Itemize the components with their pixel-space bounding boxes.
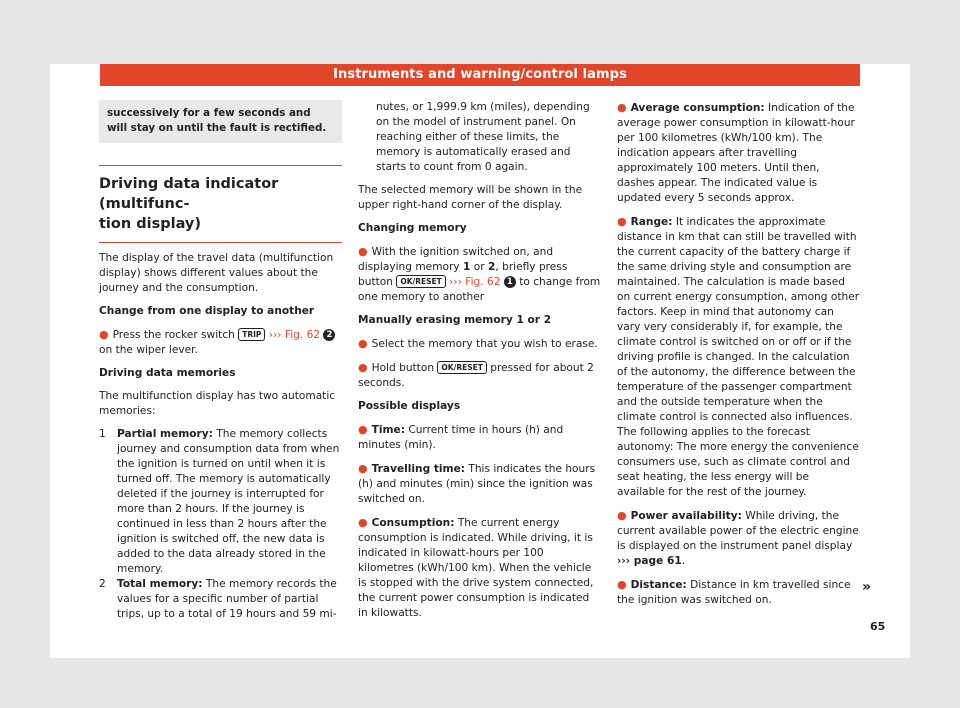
item-body: This indicates the hours (h) and minutes (min) since the ignition was switched on. [358, 463, 596, 505]
bullet-icon: ● [617, 215, 627, 228]
ok-reset-button-icon: OK/RESET [437, 361, 486, 374]
display-travelling-time [358, 461, 601, 507]
item-title: Total memory: [117, 578, 203, 590]
display-time [358, 422, 601, 453]
memory-2-label: 2 [487, 261, 496, 273]
fig-ref[interactable] [269, 329, 320, 341]
bullet-icon: ● [617, 578, 627, 591]
memory-1-label: 1 [463, 261, 471, 273]
step-hold-button [358, 360, 601, 391]
item-body: The memory records the values for a specific number of partial trips, up to a total of 19 hours and 59 mi- [117, 578, 337, 620]
list-number: 1 [99, 428, 106, 440]
bullet-icon: ● [358, 423, 368, 436]
item-title: Average consumption: [630, 102, 765, 114]
item-body: The current energy consumption is indicated. While driving, it is indicated in kilowatt-hours per 100 kilometres (kWh/100 km). When the vehicle is stopped with the drive system connected, the current power consumption is indicated in kilowatts. [358, 517, 594, 619]
page-header: Instruments and warning/control lamps [100, 64, 860, 86]
memories-intro: The multifunction display has two automatic memories: [99, 390, 336, 417]
item-body: While driving, the current available power of the electric engine is displayed on the instrument panel display [617, 510, 859, 552]
item-title: Range: [630, 216, 673, 228]
intro-paragraph: The display of the travel data (multifunction display) shows different values about the journey and the consumption. [99, 252, 334, 294]
subhead-erasing-memory: Manually erasing memory 1 or 2 [358, 314, 552, 326]
fig-ref-label: Fig. 62 [465, 276, 501, 288]
step-text-end: on the wiper lever. [99, 344, 198, 356]
item-title: Partial memory: [117, 428, 213, 440]
item-body: Distance in km travelled since the ignition was switched on. [617, 579, 851, 606]
bullet-icon: ● [99, 328, 109, 341]
item-title: Consumption: [371, 517, 455, 529]
step-press-rocker [99, 327, 342, 358]
display-range [617, 214, 860, 500]
list-item-partial-memory [99, 427, 342, 577]
arrow-ref: ››› [449, 276, 462, 288]
section-title-line1: Driving data indicator (multifunc- [99, 176, 279, 212]
column-middle [358, 100, 601, 629]
fig-ref[interactable] [449, 276, 500, 288]
fig-ref-label: Fig. 62 [284, 329, 321, 341]
step-text: Hold button [371, 362, 435, 374]
bullet-icon: ● [358, 462, 368, 475]
column-left [99, 100, 342, 622]
display-consumption [358, 515, 601, 621]
item-body: It indicates the approximate distance in km that can still be travelled with the current capacity of the battery charge if the same driving style and consumption are maintained. The calculation is made based on current energy consumption, among other factors. Keep in mind that autonomy can vary very considerably if, for example, the climate control is switched on or off or if the driving profile is changed. In the calculation of the autonomy, the difference between the temperature of the passenger compartment and the outside temperature when the climate control is connected also influences. The following applies to the forecast autonomy: The more energy the convenience consumers use, such as climate control and seat heating, the less energy will be available for the rest of the journey. [617, 216, 860, 498]
item-body: Current time in hours (h) and minutes (min). [358, 424, 564, 451]
page-number: 65 [870, 620, 886, 633]
item-title: Travelling time: [371, 463, 465, 475]
bullet-icon: ● [358, 245, 368, 258]
section-title [99, 165, 342, 243]
item-body: Indication of the average power consumption in kilowatt-hour per 100 kilometres (kWh/100 km). The indication appears after travelling approximately 100 meters. Until then, dashes appear. The indicated value is updated every 5 seconds approx. [617, 102, 855, 204]
continue-marker: » [862, 579, 872, 595]
or-text: or [473, 261, 485, 273]
page-ref-link[interactable]: ››› page 61 [617, 555, 682, 567]
step-text: With the ignition switched on, and displaying memory [358, 246, 554, 273]
item-title: Power availability: [630, 510, 742, 522]
subhead-possible-displays: Possible displays [358, 400, 461, 412]
display-power-availability [617, 508, 860, 569]
selected-memory-paragraph: The selected memory will be shown in the upper right-hand corner of the display. [358, 184, 583, 211]
list-item-total-memory [99, 577, 342, 622]
bullet-icon: ● [617, 509, 627, 522]
step-text-mid: , briefly press button [358, 261, 568, 288]
section-title-line2: tion display) [99, 216, 201, 232]
bullet-icon: ● [358, 516, 368, 529]
sentence-end: . [681, 555, 686, 567]
list-number: 2 [99, 578, 106, 590]
note-box: successively for a few seconds and will stay on until the fault is rectified. [99, 100, 342, 143]
callout-number: 1 [504, 276, 516, 288]
subhead-change-display: Change from one display to another [99, 305, 315, 317]
trip-button-icon: TRIP [238, 328, 265, 341]
item-body: The memory collects journey and consumption data from when the ignition is turned on until when it is turned off. The memory is automatically deleted if the journey is interrupted for more than 2 hours. If the journey is continued in less than 2 hours after the ignition is switched off, the new data is added to the data already stored in the memory. [117, 428, 340, 575]
bullet-icon: ● [358, 337, 368, 350]
step-text-end: to change from one memory to another [358, 276, 601, 303]
column-right [617, 100, 860, 616]
subhead-memories: Driving data memories [99, 367, 236, 379]
subhead-changing-memory: Changing memory [358, 222, 467, 234]
list-text [117, 577, 342, 622]
item-title: Distance: [630, 579, 687, 591]
list-continuation: nutes, or 1,999.9 km (miles), depending on the model of instrument panel. On reaching either of these limits, the memory is automatically erased and starts to count from 0 again. [376, 101, 590, 173]
step-text-end: pressed for about 2 seconds. [358, 362, 594, 389]
display-average-consumption [617, 100, 860, 206]
step-change-memory [358, 244, 601, 305]
display-distance [617, 577, 860, 608]
bullet-icon: ● [617, 101, 627, 114]
item-title: Time: [371, 424, 405, 436]
arrow-ref: ››› [268, 329, 282, 341]
bullet-icon: ● [358, 361, 368, 374]
callout-number: 2 [323, 329, 335, 341]
step-select-memory [358, 336, 601, 352]
list-text [117, 427, 342, 577]
step-text: Select the memory that you wish to erase. [371, 338, 598, 350]
ok-reset-button-icon: OK/RESET [396, 275, 445, 288]
step-text: Press the rocker switch [112, 329, 235, 341]
